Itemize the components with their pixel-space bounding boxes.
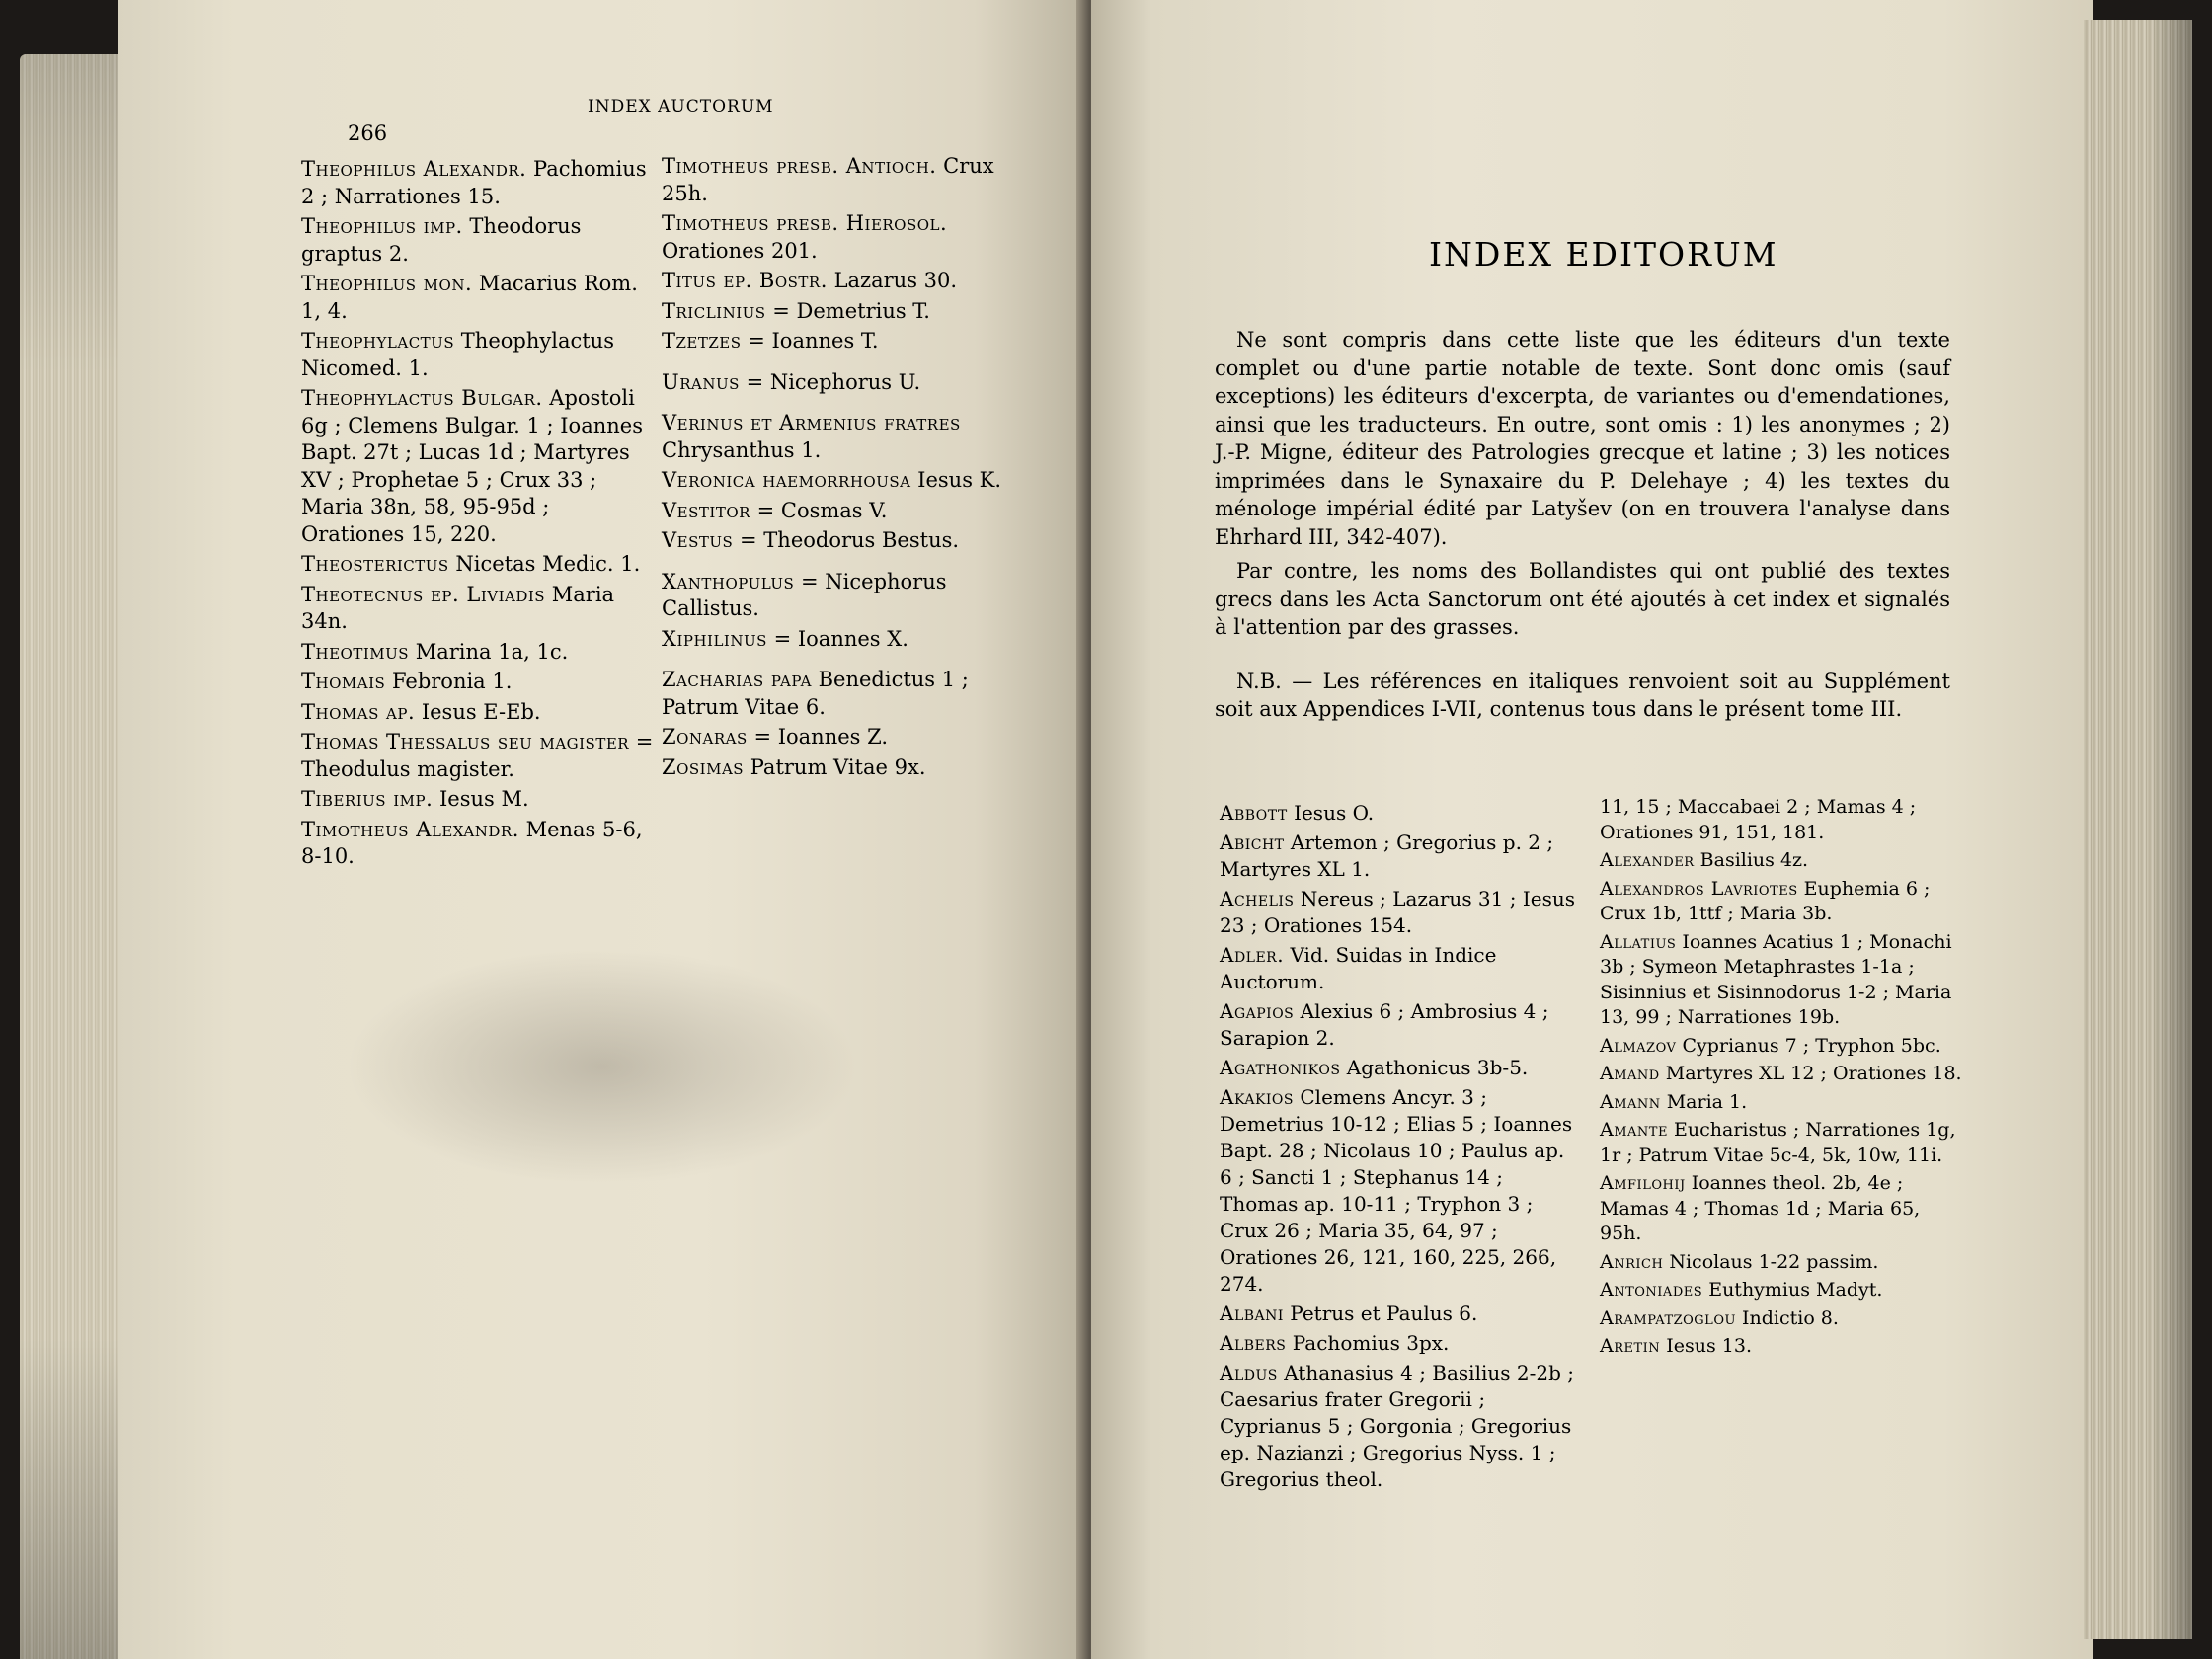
index-entry: Xiphilinus = Ioannes X. bbox=[662, 626, 908, 651]
note-paragraph: N.B. — Les références en italiques renvoient soit au Supplément soit aux Appendices I-VII, contenus tous dans le présent tome III. bbox=[1215, 669, 1950, 721]
index-entry: Aretin Iesus 13. bbox=[1600, 1335, 1752, 1357]
index-entry: Theophilus mon. Macarius Rom. 1, 4. bbox=[301, 272, 638, 323]
index-entry: Uranus = Nicephorus U. bbox=[662, 369, 921, 394]
index-entry: Amann Maria 1. bbox=[1600, 1090, 1748, 1113]
index-entry: Theosterictus Nicetas Medic. 1. bbox=[301, 552, 641, 576]
index-entry: Allatius Ioannes Acatius 1 ; Monachi 3b ; Symeon Metaphrastes 1-1a ; Sisinnius et Sisinnodorus 1-2 ; Maria 13, 99 ; Narrationes 19b. bbox=[1600, 930, 1952, 1028]
index-entry: Theotimus Marina 1a, 1c. bbox=[301, 639, 569, 664]
index-entry: Amfilohij Ioannes theol. 2b, 4e ; Mamas 4 ; Thomas 1d ; Maria 65, 95h. bbox=[1600, 1172, 1921, 1244]
index-entry: Tzetzes = Ioannes T. bbox=[662, 329, 879, 353]
index-entry: Amante Eucharistus ; Narrationes 1g, 1r ; Patrum Vitae 5c-4, 5k, 10w, 11i. bbox=[1600, 1119, 1956, 1166]
intro-text bbox=[1215, 326, 1950, 730]
index-entry: Timotheus Alexandr. Menas 5-6, 8-10. bbox=[301, 817, 643, 868]
running-title: INDEX AUCTORUM bbox=[588, 97, 774, 117]
index-entry: Abicht Artemon ; Gregorius p. 2 ; Martyres XL 1. bbox=[1220, 830, 1554, 881]
index-entry: Agapios Alexius 6 ; Ambrosius 4 ; Sarapion 2. bbox=[1220, 999, 1549, 1050]
index-entry: Aldus Athanasius 4 ; Basilius 2-2b ; Caesarius frater Gregorii ; Cyprianus 5 ; Gorgonia ; Gregorius ep. Nazianzi ; Gregorius Nyss. 1 ; Gregorius theol. bbox=[1220, 1361, 1574, 1491]
index-entry: Zonaras = Ioannes Z. bbox=[662, 725, 888, 749]
index-entry: Alexander Basilius 4z. bbox=[1600, 849, 1809, 871]
index-entry: Anrich Nicolaus 1-22 passim. bbox=[1600, 1250, 1879, 1273]
index-entry: Vestitor = Cosmas V. bbox=[662, 498, 888, 522]
index-entry: Theophylactus Theophylactus Nicomed. 1. bbox=[301, 329, 614, 380]
index-entry: Theophylactus Bulgar. Apostoli 6g ; Clemens Bulgar. 1 ; Ioannes Bapt. 27t ; Lucas 1d ; Martyres XV ; Prophetae 5 ; Crux 33 ; Maria 38n, 58, 95-95d ; Orationes 15, 220. bbox=[301, 386, 643, 546]
index-entry: Veronica haemorrhousa Iesus K. bbox=[662, 468, 1002, 492]
index-editorum-column-2 bbox=[1600, 795, 1965, 1360]
index-entry: Antoniades Euthymius Madyt. bbox=[1600, 1279, 1883, 1301]
index-entry: Theotecnus ep. Liviadis Maria 34n. bbox=[301, 582, 615, 633]
index-entry: Alexandros Lavriotes Euphemia 6 ; Crux 1b, 1ttf ; Maria 3b. bbox=[1600, 877, 1931, 924]
index-entry: Theophilus imp. Theodorus graptus 2. bbox=[301, 214, 582, 266]
index-entry: Theophilus Alexandr. Pachomius 2 ; Narrationes 15. bbox=[301, 157, 647, 208]
index-entry: Achelis Nereus ; Lazarus 31 ; Iesus 23 ; Orationes 154. bbox=[1220, 887, 1575, 937]
index-entry: Tiberius imp. Iesus M. bbox=[301, 787, 529, 811]
index-entry: Verinus et Armenius fratres Chrysanthus 1. bbox=[662, 411, 961, 462]
index-entry: Almazov Cyprianus 7 ; Tryphon 5bc. bbox=[1600, 1034, 1941, 1057]
index-entry: Xanthopulus = Nicephorus Callistus. bbox=[662, 569, 947, 620]
index-entry: Albani Petrus et Paulus 6. bbox=[1220, 1302, 1478, 1325]
right-page-edges bbox=[2084, 20, 2192, 1639]
index-auctorum-column-1 bbox=[301, 156, 657, 871]
section-title: INDEX EDITORUM bbox=[1429, 235, 1778, 274]
index-entry: Thomais Febronia 1. bbox=[301, 670, 513, 693]
index-entry: Arampatzoglou Indictio 8. bbox=[1600, 1306, 1839, 1329]
index-entry: Agathonikos Agathonicus 3b-5. bbox=[1220, 1056, 1529, 1079]
index-entry: Triclinius = Demetrius T. bbox=[662, 298, 930, 323]
index-entry: Albers Pachomius 3px. bbox=[1220, 1331, 1450, 1355]
index-auctorum-column-2 bbox=[662, 153, 1037, 781]
index-entry: Zacharias papa Benedictus 1 ; Patrum Vitae 6. bbox=[662, 668, 969, 719]
intro-paragraph: Par contre, les noms des Bollandistes qui ont publié des textes grecs dans les Acta Sanctorum ont été ajoutés à cet index et signalés à l'attention par des grasses. bbox=[1215, 559, 1950, 639]
index-entry: Adler. Vid. Suidas in Indice Auctorum. bbox=[1220, 943, 1497, 993]
index-entry: Timotheus presb. Hierosol. Orationes 201. bbox=[662, 211, 948, 263]
index-entry: Titus ep. Bostr. Lazarus 30. bbox=[662, 269, 958, 292]
index-entry: Vestus = Theodorus Bestus. bbox=[662, 528, 960, 552]
intro-paragraph: Ne sont compris dans cette liste que les éditeurs d'un texte complet ou d'une partie notable de texte. Sont donc omis (sauf exceptions) les éditeurs d'excerpta, de variantes ou d'emendationes, ainsi que les traducteurs. En outre, sont omis : 1) les anonymes ; 2) J.-P. Migne, éditeur des Patrologies grecque et latine ; 3) les notices imprimées dans le Synaxaire du P. Delehaye ; 4) les textes du ménologe impérial édité par Latyšev (on en trouvera l'analyse dans Ehrhard III, 342-407). bbox=[1215, 328, 1950, 549]
index-entry: Zosimas Patrum Vitae 9x. bbox=[662, 754, 926, 779]
index-editorum-column-1 bbox=[1220, 800, 1580, 1493]
page-number: 266 bbox=[348, 121, 388, 145]
index-entry: Thomas ap. Iesus E-Eb. bbox=[301, 699, 541, 724]
hand-shadow bbox=[346, 948, 859, 1185]
index-entry: Thomas Thessalus seu magister = Theodulus magister. bbox=[301, 730, 654, 781]
index-entry: Timotheus presb. Antioch. Crux 25h. bbox=[662, 154, 994, 205]
index-entry: Akakios Clemens Ancyr. 3 ; Demetrius 10-12 ; Elias 5 ; Ioannes Bapt. 28 ; Nicolaus 10 ; Paulus ap. 6 ; Sancti 1 ; Stephanus 14 ; Thomas ap. 10-11 ; Tryphon 3 ; Crux 26 ; Maria 35, 64, 97 ; Orationes 26, 121, 160, 225, 266, 274. bbox=[1220, 1085, 1573, 1296]
index-entry: 11, 15 ; Maccabaei 2 ; Mamas 4 ; Orationes 91, 151, 181. bbox=[1600, 796, 1917, 843]
index-entry: Abbott Iesus O. bbox=[1220, 801, 1375, 825]
index-entry: Amand Martyres XL 12 ; Orationes 18. bbox=[1600, 1063, 1962, 1084]
